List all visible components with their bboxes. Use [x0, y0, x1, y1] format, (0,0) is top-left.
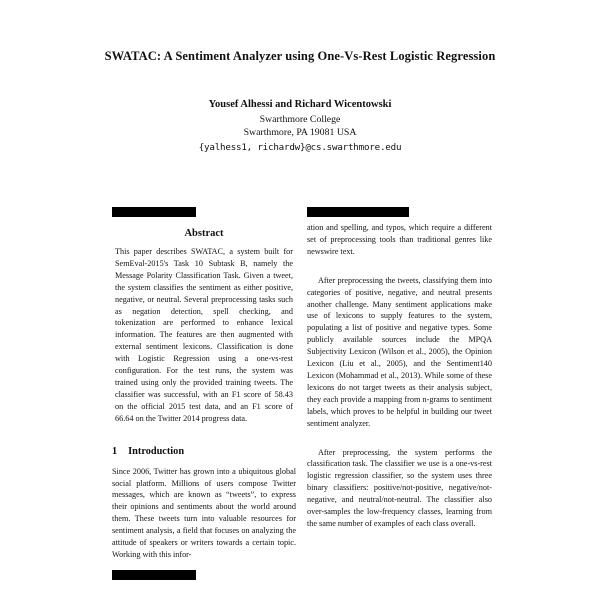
- abstract-text: This paper describes SWATAC, a system built for SemEval-2015's Task 10 Subtask B, namely the Message Polarity Classification Task. Given a tweet, the system classifies the sentiment as either positive, negative, or neutral. Several preprocessing tasks such as negation detection, spell checking, and tokenization are performed to enhance lexical information. The features are then augmented with external sentiment lexicons. Classification is done with Logistic Regression using a one-vs-rest configuration. For the test runs, the system was trained using only the provided training tweets. The classifier was successful, with an F1 score of 58.43 on the official 2015 test data, and an F1 score of 66.64 on the Twitter 2014 progress data.: [115, 247, 293, 423]
- affiliation-institution: Swarthmore College: [259, 114, 341, 125]
- author-block: [0, 99, 600, 153]
- redaction-bar-left-bottom: [112, 570, 196, 580]
- right-column-paragraph-3: After preprocessing, the system performs the classification task. The classifier we use is a one-vs-rest logistic regression classifier, so the system uses three binary classifiers: positive/not-positive, negative/not-negative, and neutral/not-neutral. The classifier also over-samples the low-frequency classes, learning from the same number of examples of each class overall.: [307, 447, 492, 528]
- left-column: [112, 207, 296, 567]
- author-emails: {yalhess1, richardw}@cs.swarthmore.edu: [198, 142, 402, 153]
- redaction-bar-right-top: [307, 207, 409, 217]
- redaction-bar-left-top: [112, 207, 196, 217]
- section-heading-introduction: [112, 446, 296, 457]
- paper-title: SWATAC: A Sentiment Analyzer using One-Vs-Rest Logistic Regression: [104, 49, 496, 63]
- section-number: 1: [112, 445, 118, 457]
- affiliation-address: Swarthmore, PA 19081 USA: [243, 127, 357, 138]
- abstract-heading: Abstract: [184, 228, 224, 239]
- introduction-paragraph: Since 2006, Twitter has grown into a ubiquitous global social platform. Millions of users compose Twitter messages, which are known as “tweets”, to express their opinions and sentiments about the world around them. These tweets turn into valuable resources for sentiment analysis, a field that focuses on analyzing the attitude of speakers or writers towards a certain topic. Working with this infor-: [112, 466, 296, 559]
- author-names: Yousef Alhessi and Richard Wicentowski: [208, 99, 392, 110]
- right-column-paragraph-2: After preprocessing the tweets, classifying them into categories of positive, negative, and neutral presents another challenge. Many sentiment applications make use of lexicons to supply features to the system, populating a list of positive and negative types. Some publicly available sources include the MPQA Subjectivity Lexicon (Wilson et al., 2005), the Opinion Lexicon (Liu et al., 2005), and the Sentiment140 Lexicon (Mohammad et al., 2013). While some of these lexicons do not target tweets as their analysis subject, they each provide a mapping from n-grams to sentiment labels, which proves to be helpful in building our tweet sentiment analyzer.: [307, 275, 492, 428]
- right-column-paragraph-1: ation and spelling, and typos, which require a different set of preprocessing tools than traditional genres like newswire text.: [307, 223, 492, 256]
- right-column: [307, 207, 492, 593]
- section-title: Introduction: [128, 445, 185, 457]
